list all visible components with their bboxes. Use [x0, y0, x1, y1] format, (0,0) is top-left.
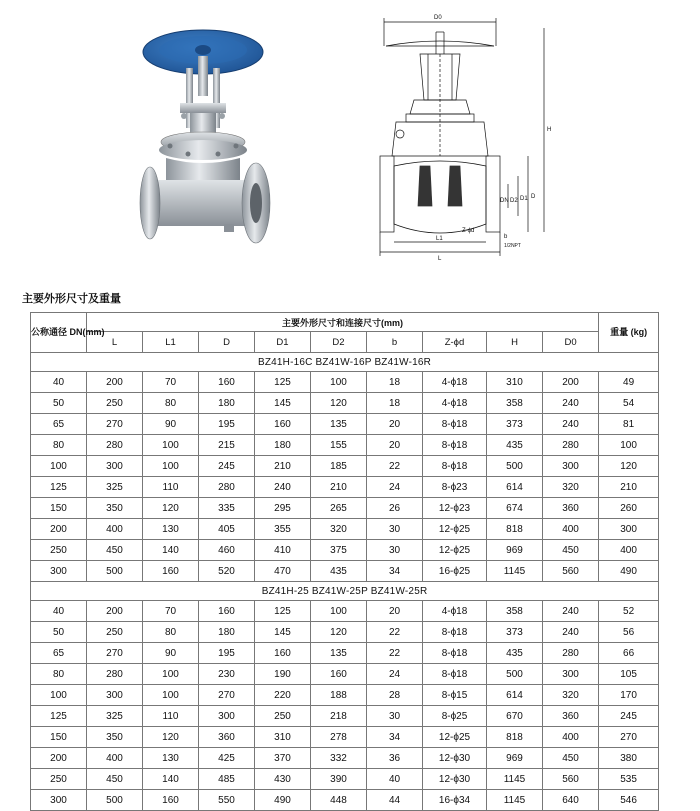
table-cell: 240 [543, 414, 599, 435]
table-row [31, 748, 659, 769]
table-cell: 36 [367, 748, 423, 769]
table-cell: 270 [87, 643, 143, 664]
table-cell: 22 [367, 643, 423, 664]
table-cell: 145 [255, 622, 311, 643]
table-row [31, 435, 659, 456]
table-cell: 550 [199, 790, 255, 811]
table-cell: 400 [543, 727, 599, 748]
table-cell: 818 [487, 519, 543, 540]
table-row [31, 498, 659, 519]
table-cell: 490 [599, 561, 659, 582]
table-cell: 140 [143, 540, 199, 561]
table-cell: 8-ϕ23 [423, 477, 487, 498]
table-cell: 350 [87, 498, 143, 519]
model-group-row [31, 582, 659, 601]
col-h: H [487, 332, 543, 353]
table-cell: 210 [255, 456, 311, 477]
table-cell: 195 [199, 414, 255, 435]
table-cell: 140 [143, 769, 199, 790]
table-cell: 56 [599, 622, 659, 643]
table-cell: 670 [487, 706, 543, 727]
table-row [31, 561, 659, 582]
table-row [31, 769, 659, 790]
table-cell: 8-ϕ18 [423, 664, 487, 685]
table-cell: 546 [599, 790, 659, 811]
table-cell: 8-ϕ18 [423, 643, 487, 664]
label-dn: DN [500, 198, 509, 204]
table-cell: 535 [599, 769, 659, 790]
table-cell: 40 [31, 372, 87, 393]
table-cell: 40 [367, 769, 423, 790]
table-cell: 500 [487, 456, 543, 477]
table-row [31, 685, 659, 706]
table-cell: 18 [367, 372, 423, 393]
table-cell: 560 [543, 561, 599, 582]
table-cell: 460 [199, 540, 255, 561]
header-dn: 公称通径 DN(mm) [31, 313, 87, 353]
table-cell: 110 [143, 706, 199, 727]
table-cell: 100 [31, 685, 87, 706]
table-row [31, 477, 659, 498]
table-cell: 20 [367, 601, 423, 622]
table-cell: 160 [311, 664, 367, 685]
table-cell: 210 [311, 477, 367, 498]
table-cell: 120 [311, 622, 367, 643]
table-cell: 100 [31, 456, 87, 477]
table-cell: 12-ϕ23 [423, 498, 487, 519]
col-zd: Z-ϕd [423, 332, 487, 353]
table-cell: 300 [87, 685, 143, 706]
header-main-dims: 主要外形尺寸和连接尺寸(mm) [87, 313, 599, 332]
table-cell: 44 [367, 790, 423, 811]
table-cell: 218 [311, 706, 367, 727]
table-cell: 90 [143, 643, 199, 664]
table-row [31, 622, 659, 643]
table-cell: 295 [255, 498, 311, 519]
col-b: b [367, 332, 423, 353]
table-cell: 180 [199, 393, 255, 414]
table-row [31, 643, 659, 664]
section-title: 主要外形尺寸及重量 [22, 292, 121, 305]
table-cell: 24 [367, 664, 423, 685]
table-cell: 300 [87, 456, 143, 477]
table-cell: 614 [487, 477, 543, 498]
label-l1: L1 [436, 236, 443, 242]
table-cell: 373 [487, 414, 543, 435]
table-cell: 1145 [487, 769, 543, 790]
table-cell: 81 [599, 414, 659, 435]
table-cell: 270 [87, 414, 143, 435]
table-cell: 185 [311, 456, 367, 477]
table-cell: 450 [543, 540, 599, 561]
valve-dimension-drawing [372, 6, 572, 268]
table-cell: 818 [487, 727, 543, 748]
table-cell: 450 [87, 769, 143, 790]
table-cell: 390 [311, 769, 367, 790]
table-cell: 150 [31, 727, 87, 748]
table-cell: 12-ϕ25 [423, 727, 487, 748]
table-cell: 180 [199, 622, 255, 643]
table-cell: 12-ϕ30 [423, 769, 487, 790]
table-cell: 200 [31, 748, 87, 769]
table-cell: 200 [87, 372, 143, 393]
table-cell: 28 [367, 685, 423, 706]
table-cell: 520 [199, 561, 255, 582]
table-cell: 80 [143, 622, 199, 643]
table-cell: 30 [367, 540, 423, 561]
label-d1: D1 [520, 196, 528, 202]
table-cell: 4-ϕ18 [423, 372, 487, 393]
table-cell: 240 [543, 601, 599, 622]
table-cell: 4-ϕ18 [423, 393, 487, 414]
table-cell: 50 [31, 622, 87, 643]
table-cell: 195 [199, 643, 255, 664]
table-cell: 969 [487, 748, 543, 769]
table-cell: 125 [255, 372, 311, 393]
table-cell: 188 [311, 685, 367, 706]
table-cell: 400 [599, 540, 659, 561]
table-cell: 220 [255, 685, 311, 706]
table-cell: 450 [87, 540, 143, 561]
table-cell: 1145 [487, 561, 543, 582]
model-group-title: BZ41H-16C BZ41W-16P BZ41W-16R [31, 353, 659, 372]
table-cell: 30 [367, 706, 423, 727]
label-zd: Z-ϕd [462, 228, 475, 234]
table-cell: 30 [367, 519, 423, 540]
table-cell: 130 [143, 519, 199, 540]
table-cell: 270 [199, 685, 255, 706]
table-cell: 190 [255, 664, 311, 685]
col-l: L [87, 332, 143, 353]
table-cell: 380 [599, 748, 659, 769]
table-cell: 120 [311, 393, 367, 414]
table-cell: 80 [31, 435, 87, 456]
table-cell: 240 [255, 477, 311, 498]
table-cell: 160 [255, 643, 311, 664]
table-cell: 34 [367, 561, 423, 582]
table-cell: 430 [255, 769, 311, 790]
table-cell: 160 [143, 790, 199, 811]
table-cell: 22 [367, 622, 423, 643]
col-d: D [199, 332, 255, 353]
table-cell: 100 [311, 601, 367, 622]
model-group-title: BZ41H-25 BZ41W-25P BZ41W-25R [31, 582, 659, 601]
table-cell: 12-ϕ30 [423, 748, 487, 769]
table-cell: 325 [87, 477, 143, 498]
table-cell: 16-ϕ34 [423, 790, 487, 811]
table-cell: 260 [599, 498, 659, 519]
col-d0: D0 [543, 332, 599, 353]
table-cell: 300 [31, 790, 87, 811]
table-cell: 160 [255, 414, 311, 435]
table-cell: 80 [31, 664, 87, 685]
table-cell: 435 [311, 561, 367, 582]
table-cell: 8-ϕ25 [423, 706, 487, 727]
table-cell: 490 [255, 790, 311, 811]
table-cell: 22 [367, 456, 423, 477]
table-cell: 250 [87, 622, 143, 643]
table-cell: 180 [255, 435, 311, 456]
table-cell: 26 [367, 498, 423, 519]
table-cell: 54 [599, 393, 659, 414]
header-weight: 重量 (kg) [599, 313, 659, 353]
table-cell: 405 [199, 519, 255, 540]
table-cell: 370 [255, 748, 311, 769]
table-cell: 110 [143, 477, 199, 498]
table-cell: 210 [599, 477, 659, 498]
table-cell: 8-ϕ18 [423, 622, 487, 643]
model-group-row [31, 353, 659, 372]
table-cell: 358 [487, 601, 543, 622]
table-cell: 358 [487, 393, 543, 414]
table-cell: 280 [543, 435, 599, 456]
table-cell: 435 [487, 643, 543, 664]
col-d1: D1 [255, 332, 311, 353]
table-cell: 470 [255, 561, 311, 582]
gate-valve-photo [128, 18, 278, 258]
table-cell: 280 [199, 477, 255, 498]
table-cell: 969 [487, 540, 543, 561]
dimension-weight-table [30, 312, 659, 811]
table-cell: 320 [543, 477, 599, 498]
table-cell: 355 [255, 519, 311, 540]
table-cell: 230 [199, 664, 255, 685]
table-cell: 145 [255, 393, 311, 414]
table-cell: 8-ϕ18 [423, 414, 487, 435]
table-row [31, 393, 659, 414]
table-cell: 320 [311, 519, 367, 540]
table-cell: 500 [87, 790, 143, 811]
table-cell: 360 [199, 727, 255, 748]
table-cell: 20 [367, 435, 423, 456]
table-cell: 125 [255, 601, 311, 622]
table-cell: 278 [311, 727, 367, 748]
table-cell: 300 [543, 664, 599, 685]
table-cell: 160 [199, 601, 255, 622]
label-npt: 1/2NPT [504, 243, 521, 249]
table-cell: 320 [543, 685, 599, 706]
table-cell: 50 [31, 393, 87, 414]
table-cell: 125 [31, 477, 87, 498]
table-cell: 250 [87, 393, 143, 414]
table-cell: 49 [599, 372, 659, 393]
table-cell: 300 [543, 456, 599, 477]
table-cell: 8-ϕ18 [423, 456, 487, 477]
table-cell: 250 [31, 540, 87, 561]
table-row [31, 540, 659, 561]
table-cell: 65 [31, 414, 87, 435]
label-d2: D2 [510, 198, 518, 204]
table-cell: 280 [87, 664, 143, 685]
table-cell: 240 [543, 393, 599, 414]
table-row [31, 601, 659, 622]
table-cell: 300 [31, 561, 87, 582]
table-cell: 400 [543, 519, 599, 540]
table-cell: 450 [543, 748, 599, 769]
table-cell: 16-ϕ25 [423, 561, 487, 582]
table-cell: 240 [543, 622, 599, 643]
table-cell: 120 [599, 456, 659, 477]
table-body [31, 353, 659, 811]
label-b: b [504, 234, 508, 240]
table-cell: 448 [311, 790, 367, 811]
table-cell: 310 [487, 372, 543, 393]
table-cell: 52 [599, 601, 659, 622]
table-cell: 300 [199, 706, 255, 727]
table-cell: 200 [87, 601, 143, 622]
table-cell: 34 [367, 727, 423, 748]
table-cell: 270 [599, 727, 659, 748]
label-d: D [531, 194, 536, 200]
table-cell: 200 [31, 519, 87, 540]
table-cell: 373 [487, 622, 543, 643]
table-cell: 500 [87, 561, 143, 582]
table-cell: 332 [311, 748, 367, 769]
table-cell: 100 [143, 435, 199, 456]
table-cell: 435 [487, 435, 543, 456]
table-cell: 300 [599, 519, 659, 540]
table-cell: 12-ϕ25 [423, 540, 487, 561]
table-row [31, 790, 659, 811]
table-cell: 215 [199, 435, 255, 456]
table-cell: 400 [87, 748, 143, 769]
table-cell: 70 [143, 372, 199, 393]
table-row [31, 519, 659, 540]
left-flange [140, 167, 160, 239]
table-cell: 150 [31, 498, 87, 519]
table-cell: 400 [87, 519, 143, 540]
table-cell: 350 [87, 727, 143, 748]
table-cell: 640 [543, 790, 599, 811]
table-cell: 375 [311, 540, 367, 561]
table-cell: 250 [31, 769, 87, 790]
table-cell: 265 [311, 498, 367, 519]
table-cell: 130 [143, 748, 199, 769]
table-cell: 100 [599, 435, 659, 456]
table-cell: 245 [599, 706, 659, 727]
table-cell: 8-ϕ15 [423, 685, 487, 706]
table-cell: 325 [87, 706, 143, 727]
table-cell: 40 [31, 601, 87, 622]
table-cell: 135 [311, 643, 367, 664]
table-cell: 425 [199, 748, 255, 769]
table-cell: 155 [311, 435, 367, 456]
table-cell: 280 [543, 643, 599, 664]
table-cell: 160 [143, 561, 199, 582]
table-row [31, 456, 659, 477]
table-cell: 8-ϕ18 [423, 435, 487, 456]
table-row [31, 727, 659, 748]
table-cell: 4-ϕ18 [423, 601, 487, 622]
table-cell: 360 [543, 498, 599, 519]
table-cell: 66 [599, 643, 659, 664]
table-cell: 614 [487, 685, 543, 706]
table-cell: 674 [487, 498, 543, 519]
table-cell: 90 [143, 414, 199, 435]
table-cell: 120 [143, 727, 199, 748]
table-cell: 100 [143, 664, 199, 685]
col-l1: L1 [143, 332, 199, 353]
table-cell: 250 [255, 706, 311, 727]
table-cell: 500 [487, 664, 543, 685]
table-row [31, 706, 659, 727]
table-cell: 125 [31, 706, 87, 727]
table-cell: 12-ϕ25 [423, 519, 487, 540]
table-cell: 70 [143, 601, 199, 622]
table-cell: 100 [311, 372, 367, 393]
table-cell: 18 [367, 393, 423, 414]
table-cell: 310 [255, 727, 311, 748]
table-cell: 160 [199, 372, 255, 393]
table-cell: 1145 [487, 790, 543, 811]
table-cell: 335 [199, 498, 255, 519]
table-cell: 200 [543, 372, 599, 393]
table-cell: 170 [599, 685, 659, 706]
table-cell: 245 [199, 456, 255, 477]
table-cell: 65 [31, 643, 87, 664]
table-cell: 120 [143, 498, 199, 519]
table-row [31, 664, 659, 685]
table-cell: 105 [599, 664, 659, 685]
table-cell: 135 [311, 414, 367, 435]
table-cell: 20 [367, 414, 423, 435]
table-cell: 560 [543, 769, 599, 790]
table-cell: 100 [143, 456, 199, 477]
table-cell: 80 [143, 393, 199, 414]
table-cell: 360 [543, 706, 599, 727]
label-h: H [547, 127, 552, 133]
table-cell: 100 [143, 685, 199, 706]
table-cell: 410 [255, 540, 311, 561]
table-cell: 280 [87, 435, 143, 456]
table-row [31, 414, 659, 435]
table-row [31, 372, 659, 393]
label-l: L [438, 256, 442, 262]
col-d2: D2 [311, 332, 367, 353]
table-cell: 485 [199, 769, 255, 790]
label-d0: D0 [434, 15, 442, 21]
table-cell: 24 [367, 477, 423, 498]
